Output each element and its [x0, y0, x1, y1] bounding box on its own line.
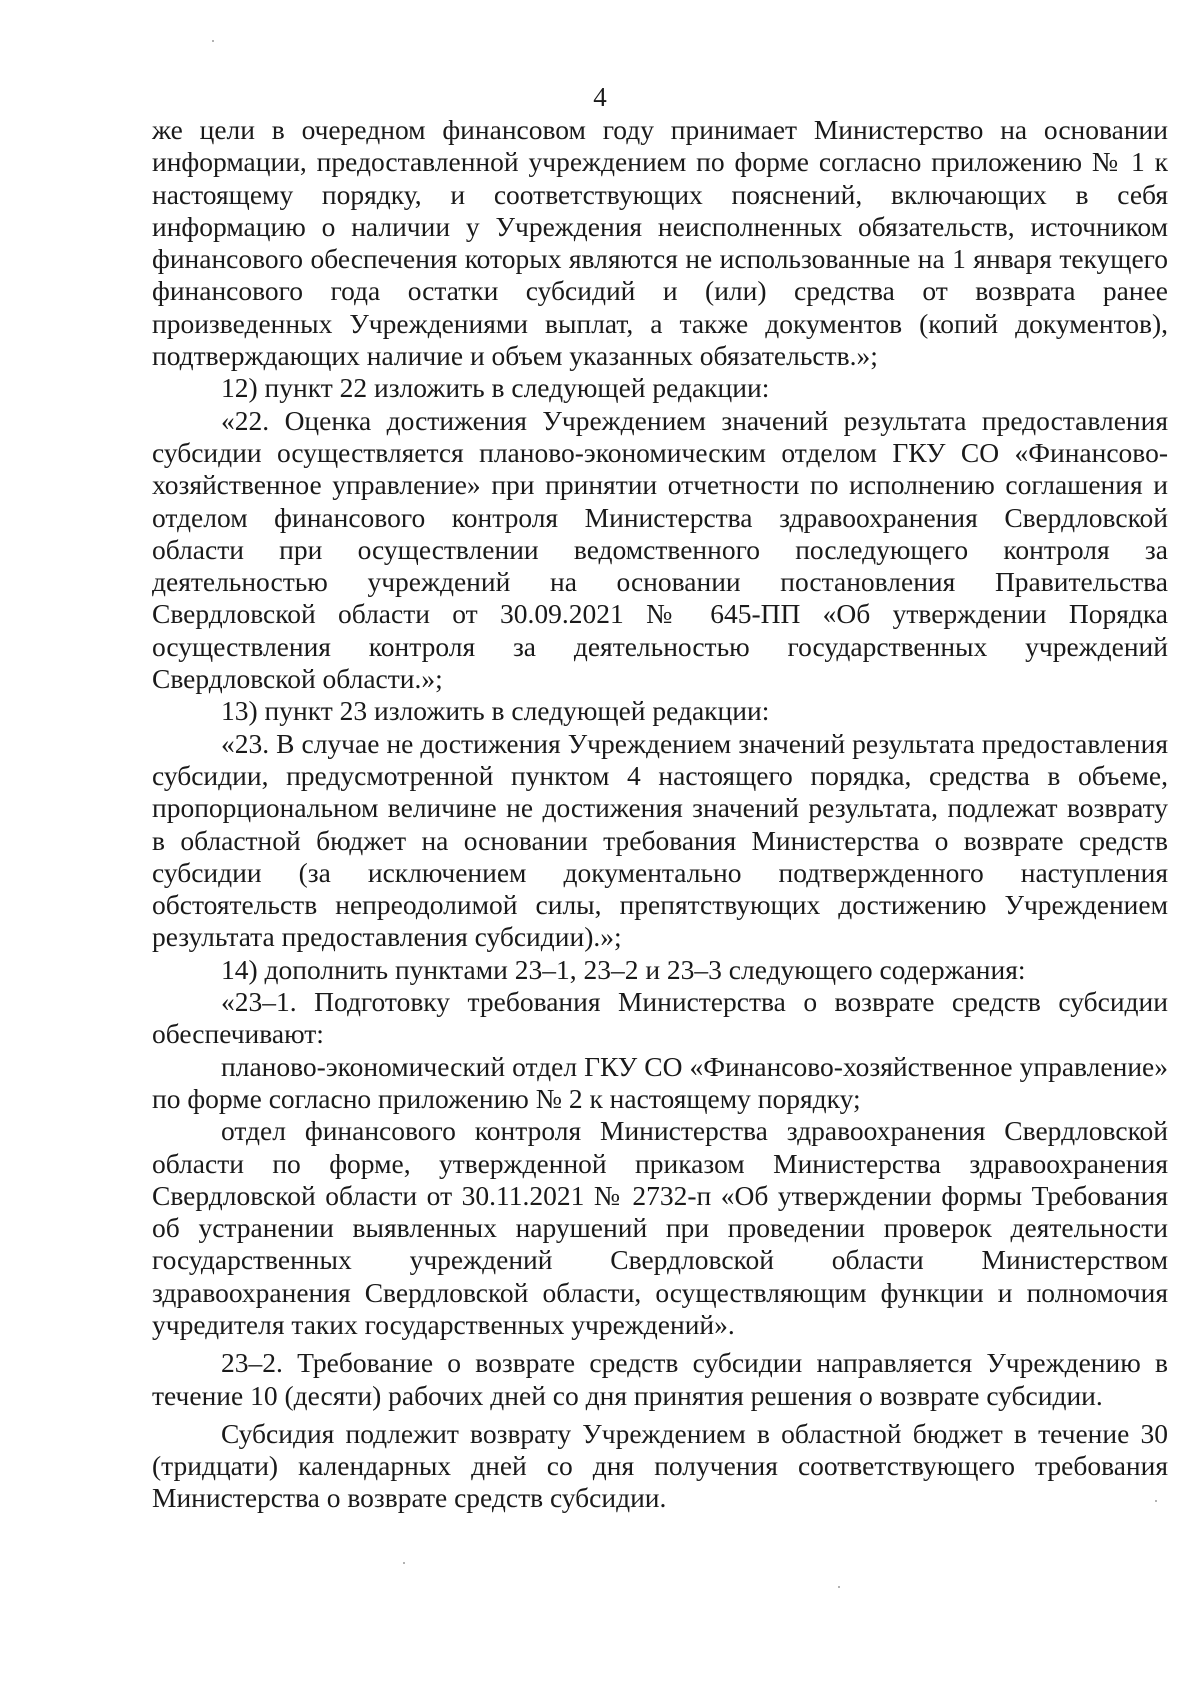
paragraph-item-12: 12) пункт 22 изложить в следующей редакции: — [221, 372, 770, 404]
paragraph-continuation: же цели в очередном финансовом году принимает Министерство на основании информации, предоставленной учреждением по форме согласно приложению № 1 к настоящему порядку, и соответствующих пояснений, включающих в себя информацию о наличии у Учреждения неисполненных обязательств, источником финансового обеспечения которых являются не использованные на 1 января текущего финансового года остатки субсидий и (или) средства от возврата ранее произведенных Учреждениями выплат, а также документов (копий документов), подтверждающих наличие и объем указанных обязательств.»; — [152, 114, 1168, 372]
paragraph-item-13: 13) пункт 23 изложить в следующей редакции: — [221, 695, 770, 727]
document-body — [152, 114, 1168, 1515]
paragraph-control-department: отдел финансового контроля Министерства здравоохранения Свердловской области по форме, утвержденной приказом Министерства здравоохранения Свердловской области от 30.11.2021 № 2732-п «Об утверждении формы Требования об устранении выявленных нарушений при проведении проверок деятельности государственных учреждений Свердловской области Министерством здравоохранения Свердловской области, осуществляющим функции и полномочия учредителя таких государственных учреждений». — [152, 1115, 1168, 1340]
paragraph-clause-23-1: «23–1. Подготовку требования Министерства о возврате средств субсидии обеспечивают: — [152, 986, 1168, 1050]
scan-speck — [838, 1586, 840, 1588]
paragraph-item-14: 14) дополнить пунктами 23–1, 23–2 и 23–3 следующего содержания: — [221, 953, 1026, 985]
page-number: 4 — [593, 82, 607, 112]
paragraph-clause-23: «23. В случае не достижения Учреждением значений результата предоставления субсидии, предусмотренной пунктом 4 настоящего порядка, средства в объеме, пропорциональном величине не достижения значений результата, подлежат возврату в областной бюджет на основании требования Министерства о возврате средств субсидии (за исключением документально подтвержденного наступления обстоятельств непреодолимой силы, препятствующих достижению Учреждением результата предоставления субсидии).»; — [152, 727, 1168, 953]
paragraph-planning-department: планово-экономический отдел ГКУ СО «Финансово-хозяйственное управление» по форме согласно приложению № 2 к настоящему порядку; — [152, 1050, 1168, 1114]
paragraph-subsidy-return: Субсидия подлежит возврату Учреждением в областной бюджет в течение 30 (тридцати) календарных дней со дня получения соответствующего требования Министерства о возврате средств субсидии. — [152, 1417, 1168, 1514]
scan-speck — [403, 1562, 405, 1564]
paragraph-clause-23-2: 23–2. Требование о возврате средств субсидии направляется Учреждению в течение 10 (десяти) рабочих дней со дня принятия решения о возврате субсидии. — [152, 1347, 1168, 1411]
scan-speck — [212, 40, 214, 42]
scan-speck — [1155, 1500, 1157, 1502]
paragraph-clause-22: «22. Оценка достижения Учреждением значений результата предоставления субсидии осуществляется планово-экономическим отделом ГКУ СО «Финансово-хозяйственное управление» при принятии отчетности по исполнению соглашения и отделом финансового контроля Министерства здравоохранения Свердловской области при осуществлении ведомственного последующего контроля за деятельностью учреждений на основании постановления Правительства Свердловской области от 30.09.2021 № 645-ПП «Об утверждении Порядка осуществления контроля за деятельностью государственных учреждений Свердловской области.»; — [152, 404, 1168, 695]
